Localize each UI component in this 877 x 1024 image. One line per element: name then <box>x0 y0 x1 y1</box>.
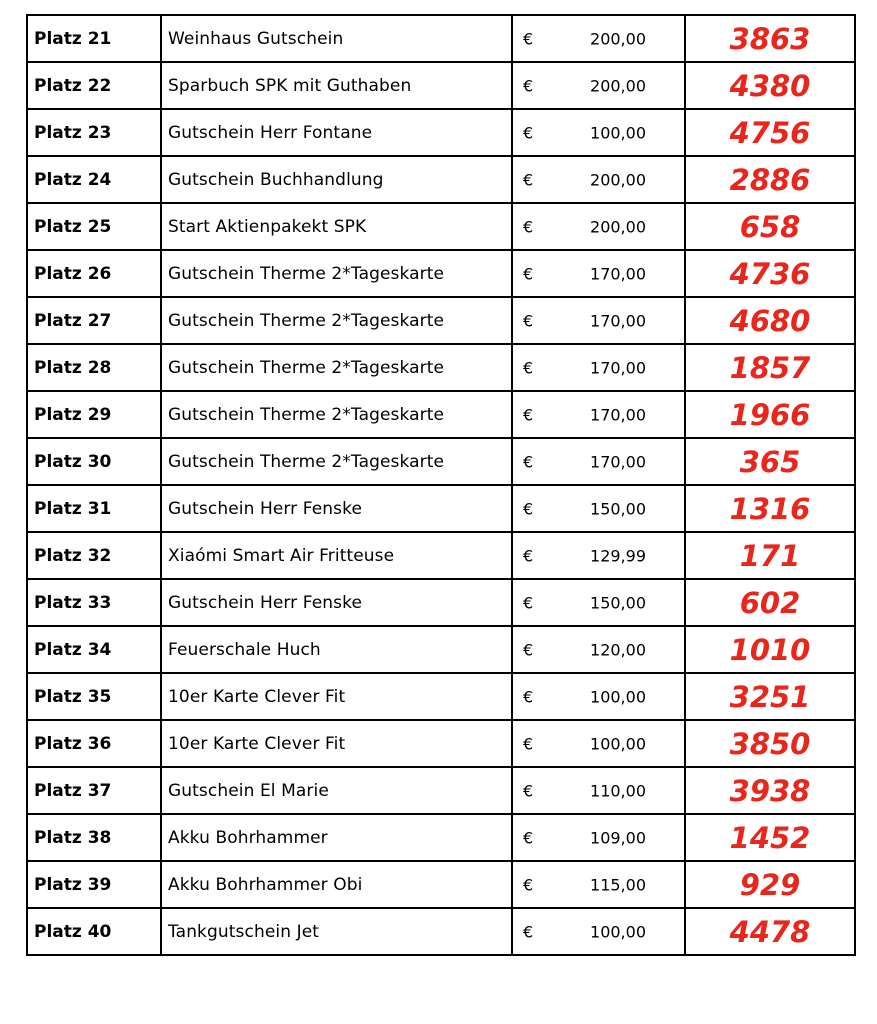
prize-value-cell <box>512 814 685 861</box>
table-row <box>27 62 855 109</box>
prize-value-cell <box>512 391 685 438</box>
prize-amount: 120,00 <box>590 640 646 659</box>
table-row <box>27 15 855 62</box>
prize-amount: 109,00 <box>590 828 646 847</box>
winning-number-cell: 3251 <box>685 673 855 720</box>
place-cell: Platz 36 <box>27 720 161 767</box>
prize-name-cell: Gutschein Herr Fenske <box>161 485 512 532</box>
prize-value-cell <box>512 579 685 626</box>
place-cell: Platz 25 <box>27 203 161 250</box>
prize-amount: 150,00 <box>590 593 646 612</box>
prize-name-cell: Akku Bohrhammer <box>161 814 512 861</box>
table-row <box>27 861 855 908</box>
winning-number-cell: 3863 <box>685 15 855 62</box>
prize-amount: 100,00 <box>590 123 646 142</box>
currency-symbol: € <box>523 781 534 800</box>
prize-amount: 150,00 <box>590 499 646 518</box>
prize-value-cell <box>512 673 685 720</box>
winning-number-cell: 3938 <box>685 767 855 814</box>
prize-value-cell <box>512 438 685 485</box>
table-row <box>27 579 855 626</box>
prize-amount: 170,00 <box>590 264 646 283</box>
winning-number-cell: 2886 <box>685 156 855 203</box>
place-cell: Platz 28 <box>27 344 161 391</box>
place-cell: Platz 29 <box>27 391 161 438</box>
place-cell: Platz 33 <box>27 579 161 626</box>
prize-value-cell <box>512 532 685 579</box>
currency-symbol: € <box>523 687 534 706</box>
table-row <box>27 156 855 203</box>
prize-value-cell <box>512 156 685 203</box>
table-row <box>27 485 855 532</box>
table-row <box>27 814 855 861</box>
winning-number-cell: 4736 <box>685 250 855 297</box>
currency-symbol: € <box>523 29 534 48</box>
place-cell: Platz 31 <box>27 485 161 532</box>
table-row <box>27 297 855 344</box>
winning-number-cell: 1316 <box>685 485 855 532</box>
prize-table <box>26 14 856 956</box>
prize-value-cell <box>512 344 685 391</box>
table-row <box>27 250 855 297</box>
place-cell: Platz 32 <box>27 532 161 579</box>
prize-value-cell <box>512 485 685 532</box>
prize-name-cell: Feuerschale Huch <box>161 626 512 673</box>
currency-symbol: € <box>523 452 534 471</box>
prize-value-cell <box>512 297 685 344</box>
currency-symbol: € <box>523 734 534 753</box>
place-cell: Platz 22 <box>27 62 161 109</box>
winning-number-cell: 1966 <box>685 391 855 438</box>
place-cell: Platz 26 <box>27 250 161 297</box>
prize-amount: 110,00 <box>590 781 646 800</box>
winning-number-cell: 4756 <box>685 109 855 156</box>
table-row <box>27 626 855 673</box>
prize-name-cell: Gutschein Therme 2*Tageskarte <box>161 391 512 438</box>
place-cell: Platz 27 <box>27 297 161 344</box>
winning-number-cell: 4478 <box>685 908 855 955</box>
prize-amount: 100,00 <box>590 734 646 753</box>
winning-number-cell: 4680 <box>685 297 855 344</box>
prize-table-body <box>27 15 855 955</box>
table-row <box>27 344 855 391</box>
prize-name-cell: 10er Karte Clever Fit <box>161 720 512 767</box>
table-row <box>27 203 855 250</box>
table-row <box>27 532 855 579</box>
prize-name-cell: Weinhaus Gutschein <box>161 15 512 62</box>
winning-number-cell: 171 <box>685 532 855 579</box>
prize-name-cell: Gutschein Herr Fenske <box>161 579 512 626</box>
prize-value-cell <box>512 908 685 955</box>
prize-name-cell: 10er Karte Clever Fit <box>161 673 512 720</box>
place-cell: Platz 24 <box>27 156 161 203</box>
currency-symbol: € <box>523 875 534 894</box>
prize-name-cell: Gutschein Herr Fontane <box>161 109 512 156</box>
currency-symbol: € <box>523 828 534 847</box>
winning-number-cell: 929 <box>685 861 855 908</box>
prize-amount: 115,00 <box>590 875 646 894</box>
prize-name-cell: Gutschein Therme 2*Tageskarte <box>161 438 512 485</box>
place-cell: Platz 23 <box>27 109 161 156</box>
prize-amount: 170,00 <box>590 452 646 471</box>
prize-value-cell <box>512 767 685 814</box>
currency-symbol: € <box>523 546 534 565</box>
winning-number-cell: 365 <box>685 438 855 485</box>
prize-value-cell <box>512 203 685 250</box>
currency-symbol: € <box>523 593 534 612</box>
table-row <box>27 720 855 767</box>
table-row <box>27 438 855 485</box>
currency-symbol: € <box>523 311 534 330</box>
table-row <box>27 767 855 814</box>
currency-symbol: € <box>523 405 534 424</box>
currency-symbol: € <box>523 170 534 189</box>
prize-amount: 170,00 <box>590 358 646 377</box>
place-cell: Platz 39 <box>27 861 161 908</box>
prize-amount: 200,00 <box>590 170 646 189</box>
prize-name-cell: Gutschein Buchhandlung <box>161 156 512 203</box>
prize-amount: 170,00 <box>590 311 646 330</box>
prize-name-cell: Xiaómi Smart Air Fritteuse <box>161 532 512 579</box>
prize-value-cell <box>512 720 685 767</box>
prize-amount: 200,00 <box>590 29 646 48</box>
prize-amount: 100,00 <box>590 687 646 706</box>
winning-number-cell: 3850 <box>685 720 855 767</box>
winning-number-cell: 1452 <box>685 814 855 861</box>
winning-number-cell: 658 <box>685 203 855 250</box>
prize-value-cell <box>512 15 685 62</box>
prize-name-cell: Start Aktienpakekt SPK <box>161 203 512 250</box>
prize-value-cell <box>512 62 685 109</box>
prize-value-cell <box>512 861 685 908</box>
table-row <box>27 673 855 720</box>
currency-symbol: € <box>523 640 534 659</box>
currency-symbol: € <box>523 76 534 95</box>
currency-symbol: € <box>523 358 534 377</box>
winning-number-cell: 1857 <box>685 344 855 391</box>
place-cell: Platz 30 <box>27 438 161 485</box>
place-cell: Platz 34 <box>27 626 161 673</box>
currency-symbol: € <box>523 123 534 142</box>
prize-amount: 100,00 <box>590 922 646 941</box>
prize-name-cell: Tankgutschein Jet <box>161 908 512 955</box>
currency-symbol: € <box>523 499 534 518</box>
place-cell: Platz 21 <box>27 15 161 62</box>
prize-amount: 170,00 <box>590 405 646 424</box>
prize-value-cell <box>512 109 685 156</box>
prize-name-cell: Gutschein El Marie <box>161 767 512 814</box>
place-cell: Platz 38 <box>27 814 161 861</box>
prize-value-cell <box>512 626 685 673</box>
prize-amount: 129,99 <box>590 546 646 565</box>
currency-symbol: € <box>523 922 534 941</box>
place-cell: Platz 40 <box>27 908 161 955</box>
prize-name-cell: Gutschein Therme 2*Tageskarte <box>161 297 512 344</box>
table-row <box>27 109 855 156</box>
prize-name-cell: Gutschein Therme 2*Tageskarte <box>161 250 512 297</box>
prize-amount: 200,00 <box>590 76 646 95</box>
winning-number-cell: 602 <box>685 579 855 626</box>
winning-number-cell: 1010 <box>685 626 855 673</box>
prize-name-cell: Akku Bohrhammer Obi <box>161 861 512 908</box>
table-row <box>27 908 855 955</box>
prize-name-cell: Sparbuch SPK mit Guthaben <box>161 62 512 109</box>
table-row <box>27 391 855 438</box>
place-cell: Platz 35 <box>27 673 161 720</box>
currency-symbol: € <box>523 264 534 283</box>
currency-symbol: € <box>523 217 534 236</box>
prize-value-cell <box>512 250 685 297</box>
prize-name-cell: Gutschein Therme 2*Tageskarte <box>161 344 512 391</box>
prize-amount: 200,00 <box>590 217 646 236</box>
place-cell: Platz 37 <box>27 767 161 814</box>
winning-number-cell: 4380 <box>685 62 855 109</box>
